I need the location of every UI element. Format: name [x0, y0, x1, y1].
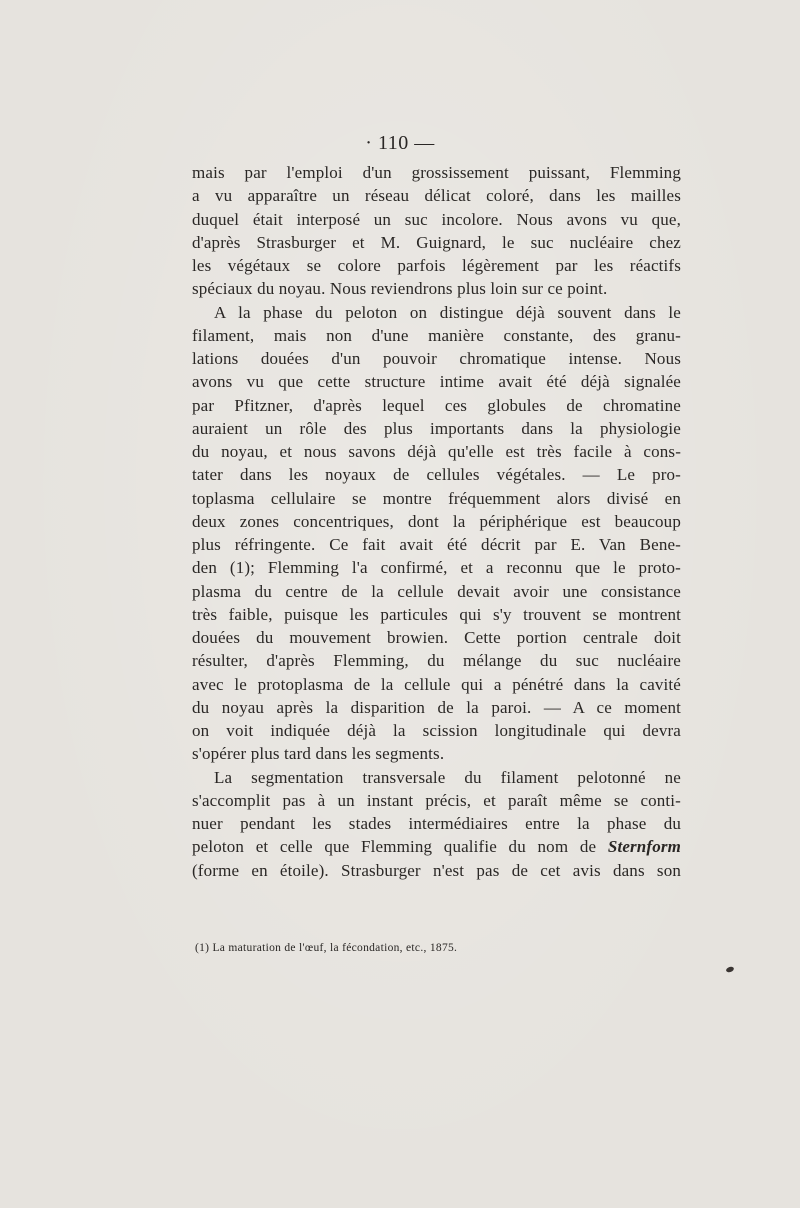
- text-line: duquel était interposé un suc incolore. Nous avons vu que,: [192, 209, 681, 229]
- text-line: A la phase du peloton on distingue déjà souvent dans le: [214, 302, 681, 322]
- text-line: plasma du centre de la cellule devait avoir une consistance: [192, 581, 681, 601]
- text-line: avons vu que cette structure intime avait été déjà signalée: [192, 372, 681, 392]
- text-line: a vu apparaître un réseau délicat coloré, dans les mailles: [192, 186, 681, 206]
- text-line: on voit indiquée déjà la scission longitudinale qui devra: [192, 721, 681, 740]
- text-line: den (1); Flemming l'a confirmé, et a reconnu que le proto-: [192, 558, 681, 578]
- italic-term: Sternform: [607, 837, 681, 857]
- text-line: plus réfringente. Ce fait avait été décrit par E. Van Bene-: [192, 535, 681, 554]
- text-line: nuer pendant les stades intermédiaires entre la phase du: [192, 814, 681, 833]
- text-line: filament, mais non d'une manière constante, des granu-: [192, 325, 681, 345]
- text-line: auraient un rôle des plus importants dans la physiologie: [192, 418, 681, 438]
- text-line: lations douées d'un pouvoir chromatique intense. Nous: [192, 349, 681, 368]
- text-line: avec le protoplasma de la cellule qui a pénétré dans la cavité: [192, 674, 681, 694]
- text-line: douées du mouvement browien. Cette portion centrale doit: [192, 628, 681, 647]
- text-line: d'après Strasburger et M. Guignard, le suc nucléaire chez: [192, 232, 681, 252]
- text-line: toplasma cellulaire se montre fréquemment alors divisé en: [192, 488, 681, 508]
- text-line: très faible, puisque les particules qui s'y trouvent se montrent: [192, 604, 681, 624]
- text-line: par Pfitzner, d'après lequel ces globules de chromatine: [192, 395, 681, 415]
- text-line: du noyau, et nous savons déjà qu'elle est très facile à cons-: [192, 442, 681, 461]
- text-line: du noyau après la disparition de la paroi. — A ce moment: [192, 697, 681, 717]
- text-line: résulter, d'après Flemming, du mélange du suc nucléaire: [192, 651, 681, 671]
- text-line: La segmentation transversale du filament pelotonné ne: [214, 767, 681, 787]
- text-line: peloton et celle que Flemming qualifie du nom de Sternform: [192, 837, 681, 857]
- text-line: s'accomplit pas à un instant précis, et paraît même se conti-: [192, 790, 681, 810]
- text-line: (forme en étoile). Strasburger n'est pas de cet avis dans son: [192, 860, 681, 880]
- body-text: [192, 161, 681, 882]
- text-line: spéciaux du noyau. Nous reviendrons plus loin sur ce point.: [192, 279, 608, 299]
- footnote: (1) La maturation de l'œuf, la fécondation, etc., 1875.: [195, 942, 458, 954]
- ink-speck: [725, 966, 734, 973]
- text-line: s'opérer plus tard dans les segments.: [192, 744, 445, 764]
- text-line: deux zones concentriques, dont la périphérique est beaucoup: [192, 511, 681, 531]
- text-line: les végétaux se colore parfois légèrement par les réactifs: [192, 256, 681, 275]
- text-line: tater dans les noyaux de cellules végétales. — Le pro-: [192, 465, 681, 485]
- page-number: · 110 —: [365, 132, 435, 154]
- text-line: mais par l'emploi d'un grossissement puissant, Flemming: [192, 163, 681, 182]
